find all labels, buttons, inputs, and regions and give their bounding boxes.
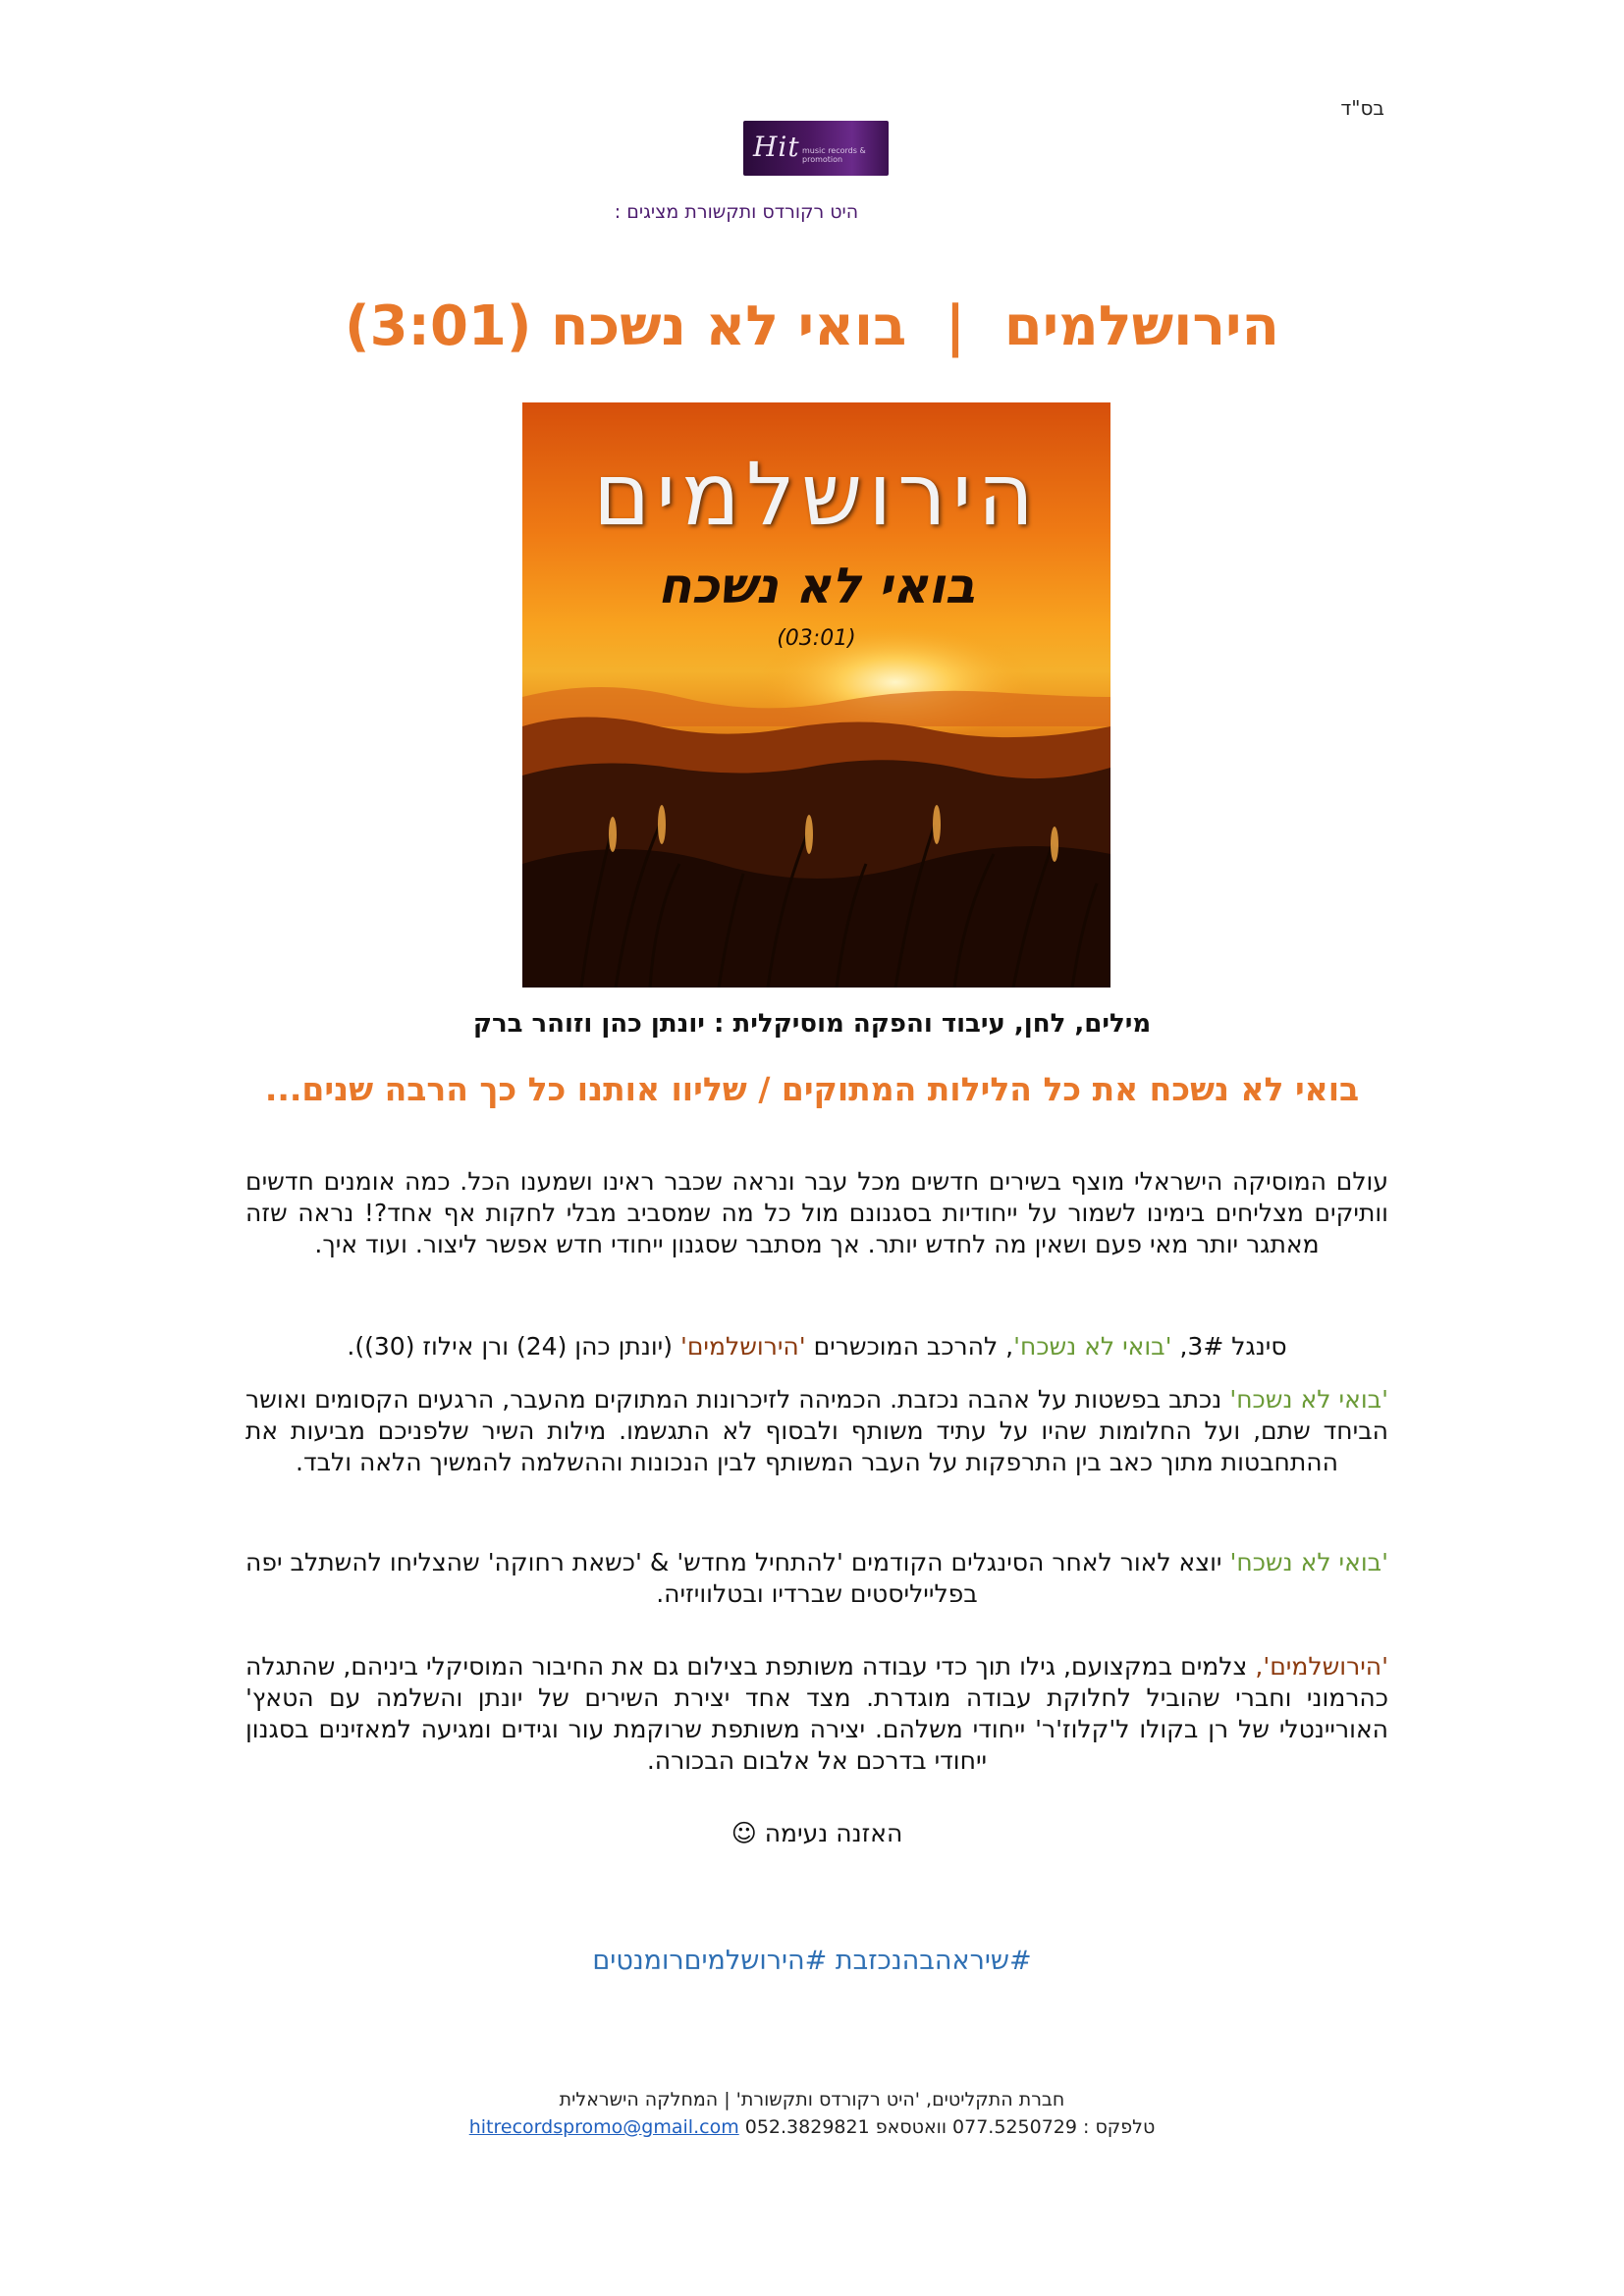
page-title [321, 294, 1303, 358]
p2-song: 'בואי לא נשכח' [1013, 1332, 1172, 1361]
cover-artist: הירושלמים [592, 444, 1041, 545]
cover-duration: (03:01) [777, 626, 856, 651]
logo-text: Hit [753, 131, 800, 163]
p3-text: נכתב בפשטות על אהבה נכזבת. הכמיהה לזיכרונות המתוקים מהעבר, הרגעים הקסומים ואושר הביחד שתם, ועל החלומות שהיו על עתיד משותף ולבסוף לא התגשמו. מילות השיר שלפניכם מביעות את ההתחבטות מתוך כאב בין התרפקות על העבר המשותף לבין הנכונות וההשלמה להמשיך הלאה ולבד. [245, 1385, 1388, 1476]
bsd-mark: בס"ד [1340, 96, 1384, 120]
paragraph-band [245, 1651, 1388, 1777]
title-separator: | [945, 294, 966, 358]
footer-phones: טלפקס : 077.5250729 וואטסאפ 052.3829821 [744, 2116, 1156, 2138]
footer-company: חברת התקליטים, 'היט רקורדס ותקשורת' | המחלקה הישראלית [559, 2089, 1065, 2110]
title-artist: הירושלמים [1003, 294, 1279, 358]
p5-band: 'הירושלמים', [1255, 1652, 1388, 1681]
tagline: בואי לא נשכח את כל הלילות המתוקים / שליוו אותנו כל כך הרבה שנים... [264, 1070, 1360, 1108]
paragraph-release [245, 1547, 1388, 1610]
paragraph-intro: עולם המוסיקה הישראלי מוצף בשירים חדשים מכל עבר ונראה שכבר ראינו ושמענו הכל. כמה אומנים חדשים וותיקים מצליחים בימינו לשמור על ייחודיות בסגנונם מול כל מה שמסביב מבלי לחקות אף אחד?! נראה שזה מאתגר יותר מאי פעם ושאין מה לחדש יותר. אך מסתבר שסגנון ייחודי חדש אפשר ליצור. ועוד איך. [245, 1167, 1388, 1258]
paragraph-about-song [245, 1384, 1388, 1478]
p2-mid: , להרכב המוכשרים [805, 1332, 1014, 1361]
album-cover-image [522, 402, 1110, 988]
cover-song: בואי לא נשכח [658, 558, 975, 614]
p4-text: יוצא לאור לאחר הסינגלים הקודמים 'להתחיל מחדש' & 'כשאת רחוקה' שהצליחו להשתלב יפה בפלייליסטים שברדיו ובטלוויזיה. [245, 1548, 1230, 1608]
title-duration: (3:01) [345, 294, 532, 358]
p2-pre: סינגל 3#, [1171, 1332, 1287, 1361]
paragraph-closing: האזנה נעימה ☺ [731, 1819, 903, 1847]
hashtags: #שיראהבהנכזבת #הירושלמיםרומנטים [592, 1946, 1032, 1976]
p4-song: 'בואי לא נשכח' [1229, 1548, 1388, 1576]
hit-records-logo [743, 121, 889, 176]
p3-song: 'בואי לא נשכח' [1229, 1385, 1388, 1414]
credits-line: מילים, לחן, עיבוד והפקה מוסיקלית : יונתן כהן וזוהר ברק [472, 1009, 1152, 1039]
logo-subtext: music records & promotion [802, 146, 866, 164]
p2-band: 'הירושלמים' [679, 1332, 806, 1361]
p5-text: צלמים במקצועם, גילו תוך כדי עבודה משותפת בצילום גם את החיבור המוסיקלי ביניהם, שהתגלה כהרמוני וחברי שהוביל לחלוקת עבודה מוגדרת. מצד אחד יצירת השירים של יונתן והשלמה עם הטאץ' האוריינטלי של רן בקולו ל'קלוז'ר' ייחודי משלהם. יצירה משותפת שרוקמת עור וגידים ומגיעה למאזינים בסגנון ייחודי בדרכם אל אלבום הבכורה. [245, 1652, 1388, 1775]
presents-line: היט רקורדס ותקשורת מציגים : [614, 201, 859, 223]
footer-email-link[interactable]: hitrecordspromo@gmail.com [468, 2116, 739, 2138]
footer-contact [321, 2116, 1303, 2138]
p2-post: (יונתן כהן (24) ורן אילוז (30)). [347, 1332, 680, 1361]
paragraph-single [245, 1331, 1388, 1362]
title-song: בואי לא נשכח [550, 294, 907, 358]
